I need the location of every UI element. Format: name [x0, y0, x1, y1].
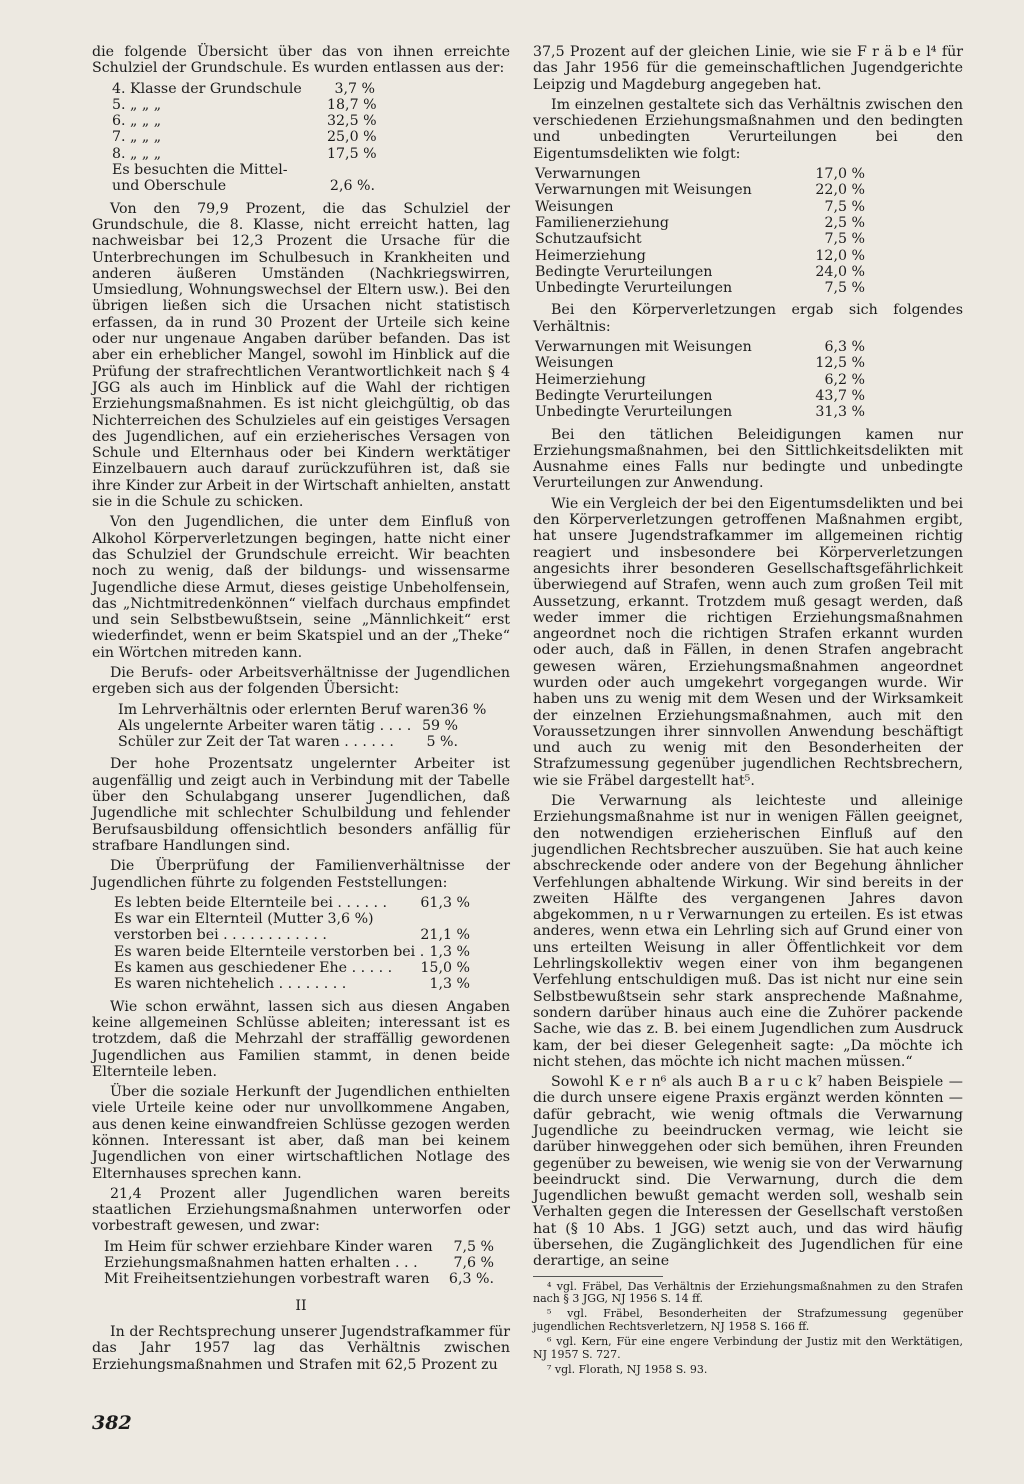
paragraph: Im einzelnen gestaltete sich das Verhältnis zwischen den verschiedenen Erziehungsmaßnahmen und den bedingten und unbedingten Verurteilungen bei den Eigentumsdelikten wie folgt: — [533, 96, 963, 162]
table-row: Es besuchten die Mittel- — [112, 162, 288, 179]
table-row: Heimerziehung 12,0 % — [535, 247, 865, 264]
paragraph: 21,4 Prozent aller Jugendlichen waren bereits staatlichen Erziehungsmaßnahmen unterworfen oder vorbestraft gewesen, und zwar: — [92, 1185, 510, 1235]
table-row: 7. „ „ „ 25,0 % — [112, 129, 377, 146]
table-row: Es war ein Elternteil (Mutter 3,6 %) — [114, 911, 374, 928]
footnote: ⁵ vgl. Fräbel, Besonderheiten der Strafzumessung gegenüber jugendlichen Rechtsverletzern, NJ 1958 S. 166 ff. — [533, 1307, 963, 1333]
right-column — [533, 44, 963, 1380]
paragraph: In der Rechtsprechung unserer Jugendstrafkammer für das Jahr 1957 lag das Verhältnis zwischen Erziehungsmaßnahmen und Strafen mit 62,5 Prozent zu — [92, 1323, 510, 1373]
table-row: 4. Klasse der Grundschule 3,7 % — [112, 80, 375, 97]
table-row: Verwarnungen mit Weisungen 22,0 % — [535, 182, 865, 199]
table-row: 5. „ „ „ 18,7 % — [112, 96, 377, 113]
table-row: Erziehungsmaßnahmen hatten erhalten . . . 7,6 % — [104, 1255, 494, 1272]
table-row: Bedingte Verurteilungen 24,0 % — [535, 263, 865, 280]
table-row: Es waren nichtehelich . . . . . . . . 1,3 % — [114, 976, 470, 993]
table-row: Familienerziehung 2,5 % — [535, 214, 865, 231]
paragraph: Von den Jugendlichen, die unter dem Einfluß von Alkohol Körperverletzungen begingen, hatte nicht einer das Schulziel der Grundschule erreicht. Wir beachten noch zu wenig, daß der bildungs- und wissensarme Jugendliche diese Armut, dieses geistige Unbeholfensein, das „Nichtmitredenkönnen“ vielfach durchaus empfindet und sein Selbstbewußtsein, seine „Männlichkeit“ erst wiederfindet, wenn er beim Skatspiel und an der „Theke“ ein Wörtchen mitreden kann. — [92, 514, 510, 661]
paragraph: Die Berufs- oder Arbeitsverhältnisse der Jugendlichen ergeben sich aus der folgenden Übersicht: — [92, 664, 510, 698]
table-row: Bedingte Verurteilungen 43,7 % — [535, 387, 865, 404]
table-row: Mit Freiheitsentziehungen vorbestraft waren 6,3 %. — [104, 1271, 494, 1288]
table-row: Heimerziehung 6,2 % — [535, 371, 865, 388]
table-row: Weisungen 12,5 % — [535, 355, 865, 372]
table-row: Es waren beide Elternteile verstorben bei . 1,3 % — [114, 943, 470, 960]
paragraph: 37,5 Prozent auf der gleichen Linie, wie sie F r ä b e l⁴ für das Jahr 1956 für die gemeinschaftlichen Jugendgerichte Leipzig und Magdeburg angegeben hat. — [533, 44, 963, 93]
table-row: Schüler zur Zeit der Tat waren . . . . . . 5 %. — [118, 734, 458, 751]
footnote: ⁶ vgl. Kern, Für eine engere Verbindung der Justiz mit den Werktätigen, NJ 1957 S. 727. — [533, 1335, 963, 1361]
table-row: 8. „ „ „ 17,5 % — [112, 145, 377, 162]
occupation-table — [92, 702, 510, 751]
table-row: Im Lehrverhältnis oder erlernten Beruf waren 36 % — [118, 701, 487, 718]
paragraph: Bei den tätlichen Beleidigungen kamen nur Erziehungsmaßnahmen, bei den Sittlichkeitsdelikten mit Ausnahme eines Falls nur bedingte und unbedingte Verurteilungen zur Anwendung. — [533, 426, 963, 492]
paragraph: Der hohe Prozentsatz ungelernter Arbeiter ist augenfällig und zeigt auch in Verbindung mit der Tabelle über den Schulabgang unserer Jugendlichen, daß Jugendliche mit schlechter Schulbildung und fehlender Berufsausbildung offensichtlich besonders anfällig für strafbare Handlungen sind. — [92, 756, 510, 854]
table-row: Verwarnungen mit Weisungen 6,3 % — [535, 339, 865, 356]
paragraph: Bei den Körperverletzungen ergab sich folgendes Verhältnis: — [533, 302, 963, 335]
family-table — [92, 895, 510, 993]
table-row: und Oberschule 2,6 %. — [112, 178, 375, 195]
table-row: Weisungen 7,5 % — [535, 198, 865, 215]
paragraph: Über die soziale Herkunft der Jugendlichen enthielten viele Urteile keine oder nur unvollkommene Angaben, aus denen keine einwandfreien Schlüsse gezogen werden können. Interessant ist aber, daß man bei keinem Jugendlichen von einer wirtschaftlichen Notlage des Elternhauses sprechen kann. — [92, 1084, 510, 1182]
prior-record-table — [92, 1239, 510, 1288]
injury-table — [533, 339, 963, 420]
table-row: verstorben bei . . . . . . . . . . . . 21,1 % — [114, 927, 470, 944]
paragraph: die folgende Übersicht über das von ihnen erreichte Schulziel der Grundschule. Es wurden entlassen aus der: — [92, 44, 510, 77]
footnote: ⁷ vgl. Florath, NJ 1958 S. 93. — [547, 1363, 708, 1377]
paragraph: Die Verwarnung als leichteste und alleinige Erziehungsmaßnahme ist nur in wenigen Fällen geeignet, den notwendigen erzieherischen Einfluß auf den jugendlichen Rechtsbrecher auszuüben. Sie hat auch keine abschreckende oder andere von der Begehung ähnlicher Verfehlungen abhaltende Wirkung. Wir sind bereits in der zweiten Hälfte des vergangenen Jahres davon abgekommen, n u r Verwarnungen zu erteilen. Es ist etwas anderes, wenn etwa ein Lehrling sich auf Grund einer von uns erteilten Weisung in aller Öffentlichkeit vor dem Lehrlingskollektiv wegen einer von ihm begangenen Verfehlung entschuldigen muß. Das ist nicht nur eine sein Selbstbewußtsein sehr stark ansprechende Maßnahme, sondern darüber hinaus auch eine die Zuhörer packende Sache, wie das z. B. bei einem Jugendlichen zum Ausdruck kam, der bei dieser Gelegenheit sagte: „Da möchte ich nicht stehen, das möchte ich nicht machen müssen.“ — [533, 793, 963, 1070]
table-row: 6. „ „ „ 32,5 % — [112, 113, 377, 130]
table-row: Als ungelernte Arbeiter waren tätig . . . . 59 % — [118, 717, 458, 734]
footnote: ⁴ vgl. Fräbel, Das Verhältnis der Erziehungsmaßnahmen zu den Strafen nach § 3 JGG, NJ 1956 S. 14 ff. — [533, 1279, 963, 1306]
table-row: Verwarnungen 17,0 % — [535, 166, 865, 183]
footnote-rule — [533, 1276, 663, 1277]
table-row: Es kamen aus geschiedener Ehe . . . . . 15,0 % — [114, 960, 470, 977]
paragraph: Sowohl K e r n⁶ als auch B a r u c k⁷ haben Beispiele — die durch unsere eigene Praxis ergänzt werden könnten — dafür gebracht, wie wenig oftmals die Verwarnung Jugendliche zu beeindrucken vermag, wie leicht sie darüber hinweggehen oder sich bemühen, ihren Freunden gegenüber zu beweisen, wie wenig sie von der Verwarnung beeindruckt sind. Die Verwarnung, durch die dem Jugendlichen bewußt gemacht werden soll, weshalb sein Verhalten gegen die Interessen der Gesellschaft verstoßen hat (§ 10 Abs. 1 JGG) setzt auch, und das wird häufig übersehen, die Zugänglichkeit des Jugendlichen für eine derartige, an seine — [533, 1074, 963, 1270]
property-offence-table — [533, 166, 963, 296]
table-row: Im Heim für schwer erziehbare Kinder waren 7,5 % — [104, 1238, 494, 1255]
table-row: Es lebten beide Elternteile bei . . . . . . 61,3 % — [114, 894, 470, 911]
table-row: Schutzaufsicht 7,5 % — [535, 231, 865, 248]
paragraph: Die Überprüfung der Familienverhältnisse der Jugendlichen führte zu folgenden Feststellungen: — [92, 858, 510, 891]
footnotes — [533, 1276, 963, 1377]
paragraph: Wie ein Vergleich der bei den Eigentumsdelikten und bei den Körperverletzungen getroffenen Maßnahmen ergibt, hat unsere Jugendstrafkammer im allgemeinen richtig reagiert und insbesondere bei Körperverletzungen angesichts ihrer besonderen Gesellschaftsgefährlichkeit überwiegend auf Strafen, wenn auch zum großen Teil mit Aussetzung, erkannt. Trotzdem muß gesagt werden, daß weder immer die richtigen Erziehungsmaßnahmen angeordnet noch die richtigen Strafen erkannt wurden oder auch, daß in Fällen, in denen Strafen angebracht gewesen wären, Erziehungsmaßnahmen angeordnet wurden oder auch umgekehrt vorgegangen wurde. Wir haben uns zu wenig mit dem Wesen und der Wirksamkeit der einzelnen Erziehungsmaßnahmen, auch mit den Voraussetzungen ihrer sinnvollen Anwendung beschäftigt und auch zu wenig mit den Besonderheiten der Strafzumessung gegenüber jugendlichen Rechtsbrechern, wie sie Fräbel dargestellt hat⁵. — [533, 495, 963, 789]
section-heading: II — [295, 1297, 307, 1314]
school-table — [92, 81, 510, 195]
page-number: 382 — [92, 1412, 132, 1434]
table-row: Unbedingte Verurteilungen 31,3 % — [535, 404, 865, 421]
table-row: Unbedingte Verurteilungen 7,5 % — [535, 280, 865, 297]
left-column — [92, 44, 510, 1377]
paragraph: Wie schon erwähnt, lassen sich aus diesen Angaben keine allgemeinen Schlüsse ableiten; interessant ist es trotzdem, daß die Mehrzahl der straffällig gewordenen Jugendlichen aus Familien stammt, in denen beide Elternteile leben. — [92, 998, 510, 1080]
paragraph: Von den 79,9 Prozent, die das Schulziel der Grundschule, die 8. Klasse, nicht erreicht hatten, lag nachweisbar bei 12,3 Prozent die Ursache für die Unterbrechungen im Schulbesuch in Krankheiten und anderen äußeren Umständen (Nachkriegswirren, Umsiedlung, Wohnungswechsel der Eltern usw.). Bei den übrigen ließen sich die Ursachen nicht statistisch erfassen, da in rund 30 Prozent der Urteile sich keine oder nur ungenaue Angaben darüber befanden. Das ist aber ein erheblicher Mangel, sowohl im Hinblick auf die Prüfung der strafrechtlichen Verantwortlichkeit nach § 4 JGG als auch im Hinblick auf die Wahl der richtigen Erziehungsmaßnahmen. Es ist nicht gleichgültig, ob das Nichterreichen des Schulzieles auf ein geistiges Versagen des Jugendlichen, auf ein erzieherisches Versagen von Schule und Elternhaus oder bei Kindern werktätiger Einzelbauern auch darauf zurückzuführen ist, daß sie ihre Kinder zur Arbeit in der Wirtschaft anhielten, anstatt sie in die Schule zu schicken. — [92, 200, 510, 511]
